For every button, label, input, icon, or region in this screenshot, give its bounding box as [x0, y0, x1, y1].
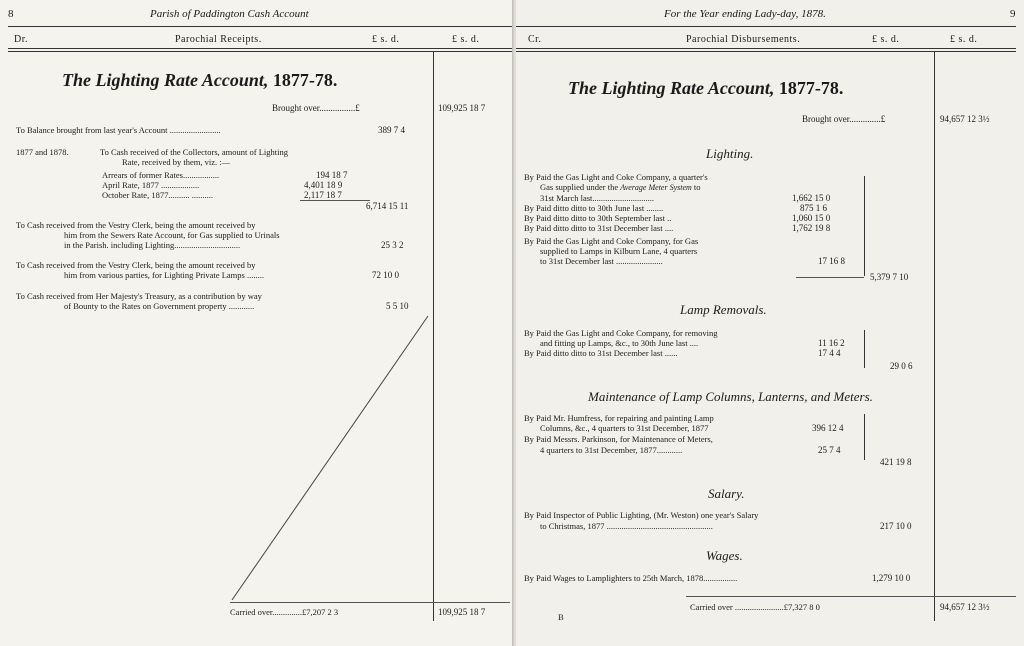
kilburn-line-3: to 31st December last ......................	[540, 256, 663, 266]
removal1-line-1: By Paid the Gas Light and Coke Company, for removing	[524, 328, 718, 338]
brought-over-amount: 109,925 18 7	[438, 103, 486, 113]
rate-row: October Rate, 1877.......... ..........	[102, 190, 213, 200]
right-running-head: For the Year ending Lady-day, 1878.	[664, 8, 826, 20]
removal2-amount: 17 4 4	[818, 348, 841, 358]
meter-system-text: Average Meter System	[620, 183, 692, 192]
vestry1-line-1: To Cash received from the Vestry Clerk, being the amount received by	[16, 220, 256, 230]
removal1-amount: 11 16 2	[818, 338, 845, 348]
lsd-heading-1: £ s. d.	[872, 34, 900, 45]
gas1-text-a: Gas supplied under the	[540, 182, 621, 192]
gas1-line-3: 31st March last.............................	[540, 193, 655, 203]
vestry2-line-2: him from various parties, for Lighting Private Lamps ........	[64, 270, 264, 280]
vestry1-line-3: in the Parish. including Lighting...............................	[64, 240, 241, 250]
section-wages: Wages.	[706, 548, 743, 563]
collectors-line-2: Rate, received by them, viz. :—	[122, 157, 231, 167]
title-year: 1877-78.	[272, 70, 338, 90]
section-maintenance: Maintenance of Lamp Columns, Lanterns, and Meters.	[588, 389, 873, 404]
kilburn-line-1: By Paid the Gas Light and Coke Company, for Gas	[524, 236, 699, 246]
treasury-line-1: To Cash received from Her Majesty's Treasury, as a contribution by way	[16, 291, 262, 301]
removals-total: 29 0 6	[890, 361, 913, 371]
gas1-line-1: By Paid the Gas Light and Coke Company, a quarter's	[524, 172, 708, 182]
years-label: 1877 and 1878.	[16, 147, 69, 157]
right-page	[516, 0, 1024, 646]
section-salary: Salary.	[708, 486, 745, 501]
signature-mark: B	[558, 612, 564, 622]
maint1-amount: 396 12 4	[812, 423, 844, 433]
maint2-amount: 25 7 4	[818, 445, 841, 455]
vestry2-amount: 72 10 0	[372, 270, 399, 280]
vestry1-line-2: him from the Sewers Rate Account, for Gas supplied to Urinals	[64, 230, 280, 240]
subtotal-rule	[796, 277, 864, 278]
salary-line-1: By Paid Inspector of Public Lighting, (Mr. Weston) one year's Salary	[524, 510, 759, 520]
lighting-row-amount: 875 1 6	[800, 203, 827, 213]
rate-row: Arrears of former Rates.................	[102, 170, 220, 180]
maint1-line-1: By Paid Mr. Humfress, for repairing and painting Lamp	[524, 413, 714, 423]
wages-amount: 1,279 10 0	[872, 573, 911, 583]
column-rule	[934, 51, 935, 621]
carried-over-amount: 94,657 12 3½	[940, 602, 990, 612]
header-rule	[516, 26, 1016, 27]
removal2: By Paid ditto ditto to 31st December last ......	[524, 348, 678, 358]
lsd-heading-2: £ s. d.	[452, 34, 480, 45]
carried-over: Carried over .......................£7,327 8 0	[690, 602, 820, 612]
treasury-amount: 5 5 10	[386, 301, 409, 311]
brought-over-amount: 94,657 12 3½	[940, 114, 990, 124]
rate-row: April Rate, 1877 ..................	[102, 180, 200, 190]
removal1-line-2: and fitting up Lamps, &c., to 30th June last ....	[540, 338, 699, 348]
lighting-row: By Paid ditto ditto to 30th June last ........	[524, 203, 664, 213]
kilburn-line-2: supplied to Lamps in Kilburn Lane, 4 quarters	[540, 246, 698, 256]
dr-label: Dr.	[14, 34, 28, 45]
salary-amount: 217 10 0	[880, 521, 912, 531]
bracket-rule	[864, 414, 865, 460]
receipts-heading: Parochial Receipts.	[175, 34, 262, 45]
left-running-head: Parish of Paddington Cash Account	[150, 8, 309, 20]
treasury-line-2: of Bounty to the Rates on Government property ............	[64, 301, 255, 311]
right-page-number: 9	[1010, 8, 1016, 20]
section-lighting: Lighting.	[706, 146, 754, 161]
maint2-line-1: By Paid Messrs. Parkinson, for Maintenance of Meters,	[524, 434, 713, 444]
bracket-rule	[864, 176, 865, 276]
maintenance-total: 421 19 8	[880, 457, 912, 467]
disbursements-heading: Parochial Disbursements.	[686, 34, 801, 45]
lsd-heading-2: £ s. d.	[950, 34, 978, 45]
rate-row-amount: 194 18 7	[316, 170, 348, 180]
lighting-row: By Paid ditto ditto to 30th September last ..	[524, 213, 672, 223]
brought-over: Brought over................£	[272, 103, 360, 113]
title-text: The Lighting Rate Account,	[568, 78, 775, 98]
title-text: The Lighting Rate Account,	[62, 70, 269, 90]
header-rule	[516, 51, 1016, 52]
rates-total: 6,714 15 11	[366, 201, 409, 211]
wages-line: By Paid Wages to Lamplighters to 25th March, 1878................	[524, 573, 738, 583]
bracket-rule	[864, 330, 865, 368]
gas1-line-2	[540, 182, 701, 192]
section-lamp-removals: Lamp Removals.	[680, 302, 767, 317]
balance-amount: 389 7 4	[378, 125, 405, 135]
salary-line-2: to Christmas, 1877 ..................................................	[540, 521, 713, 531]
title-year: 1877-78.	[778, 78, 844, 98]
balance-label: To Balance brought from last year's Account ........................	[16, 125, 221, 135]
carried-over: Carried over..............£7,207 2 3	[230, 607, 339, 617]
vestry2-line-1: To Cash received from the Vestry Clerk, being the amount received by	[16, 260, 256, 270]
header-rule	[516, 48, 1016, 49]
cr-label: Cr.	[528, 34, 542, 45]
carried-rule	[230, 602, 510, 603]
right-title	[568, 78, 843, 99]
lighting-total: 5,379 7 10	[870, 272, 909, 282]
vestry1-amount: 25 3 2	[381, 240, 404, 250]
brought-over: Brought over..............£	[802, 114, 886, 124]
lighting-row-amount: 1,060 15 0	[792, 213, 831, 223]
lighting-row: By Paid ditto ditto to 31st December last ....	[524, 223, 674, 233]
maint2-line-2: 4 quarters to 31st December, 1877............	[540, 445, 683, 455]
left-page-number: 8	[8, 8, 14, 20]
lighting-row-amount: 1,762 19 8	[792, 223, 831, 233]
kilburn-amount: 17 16 8	[818, 256, 845, 266]
gas1-text-c: to	[691, 182, 701, 192]
rate-row-amount: 4,401 18 9	[304, 180, 343, 190]
carried-rule	[686, 596, 1016, 597]
rate-row-amount: 2,117 18 7	[304, 190, 342, 200]
collectors-line-1: To Cash received of the Collectors, amount of Lighting	[100, 147, 289, 157]
maint1-line-2: Columns, &c., 4 quarters to 31st December, 1877	[540, 423, 709, 433]
lsd-heading-1: £ s. d.	[372, 34, 400, 45]
carried-over-amount: 109,925 18 7	[438, 607, 486, 617]
gas1-amount: 1,662 15 0	[792, 193, 831, 203]
